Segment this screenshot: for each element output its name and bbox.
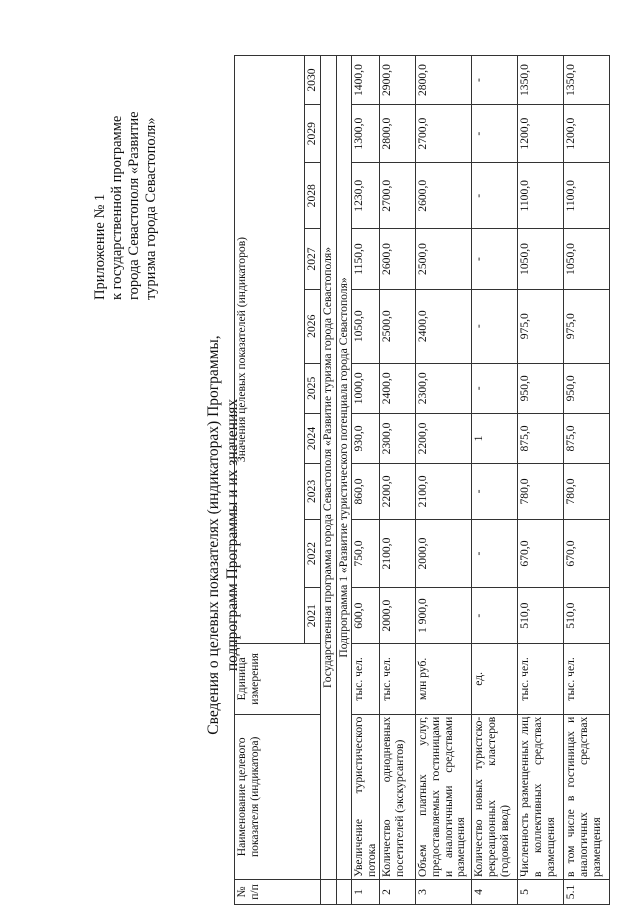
row-value: - — [472, 56, 518, 105]
title-line: Сведения о целевых показателях (индикаторах) Программы, — [205, 335, 222, 735]
row-value: 2100,0 — [380, 519, 416, 587]
appendix-line: города Севастополя «Развитие — [126, 111, 142, 300]
row-name: Увеличение туристического потока — [352, 714, 380, 879]
row-value: 2600,0 — [380, 229, 416, 289]
row-value: 1000,0 — [352, 363, 380, 413]
header-year: 2024 — [305, 413, 321, 463]
row-value: 2200,0 — [416, 413, 472, 463]
row-value: 2700,0 — [416, 105, 472, 163]
row-value: 750,0 — [352, 519, 380, 587]
row-unit: ед. — [472, 644, 518, 715]
row-name: Количество новых туристско-рекреационных кластеров (годовой ввод) — [472, 714, 518, 879]
indicators-table — [234, 55, 610, 905]
row-value: 2500,0 — [380, 289, 416, 363]
row-value: 1050,0 — [518, 229, 564, 289]
row-unit: тыс. чел. — [518, 644, 564, 715]
row-unit: тыс. чел. — [564, 644, 610, 715]
row-value: 975,0 — [518, 289, 564, 363]
header-unit: Единица измерения — [235, 644, 321, 715]
row-name: Численность размещенных лиц в коллективных средствах размещения — [518, 714, 564, 879]
row-value: - — [472, 519, 518, 587]
row-value: - — [472, 229, 518, 289]
header-indicator-name: Наименование целевого показателя (индикатора) — [235, 714, 321, 879]
row-num: 1 — [352, 879, 380, 904]
header-values: Значения целевых показателей (индикаторов) — [235, 56, 305, 644]
row-value: 670,0 — [564, 519, 610, 587]
row-value: 780,0 — [518, 464, 564, 520]
row-name: в том числе в гостиницах и аналогичных средствах размещения — [564, 714, 610, 879]
row-value: 1300,0 — [352, 105, 380, 163]
row-value: 2000,0 — [380, 588, 416, 644]
row-value: 1200,0 — [564, 105, 610, 163]
row-value: - — [472, 163, 518, 229]
row-value: 950,0 — [564, 363, 610, 413]
header-year: 2021 — [305, 588, 321, 644]
table-row — [380, 56, 416, 905]
title-line: подпрограмм Программы и их значениях — [224, 398, 241, 672]
row-name: Количество однодневных посетителей (экскурсантов) — [380, 714, 416, 879]
row-unit: млн руб. — [416, 644, 472, 715]
header-year: 2025 — [305, 363, 321, 413]
row-value: 2700,0 — [380, 163, 416, 229]
table-row — [352, 56, 380, 905]
header-year: 2030 — [305, 56, 321, 105]
table-row — [416, 56, 472, 905]
row-value: 950,0 — [518, 363, 564, 413]
row-value: 510,0 — [564, 588, 610, 644]
row-value: 600,0 — [352, 588, 380, 644]
row-unit: тыс. чел. — [380, 644, 416, 715]
row-value: 1350,0 — [518, 56, 564, 105]
appendix-line: Приложение № 1 — [92, 193, 108, 300]
appendix-heading — [92, 90, 160, 300]
header-year: 2028 — [305, 163, 321, 229]
row-value: 2800,0 — [380, 105, 416, 163]
row-value: 1 — [472, 413, 518, 463]
row-value: 2400,0 — [416, 289, 472, 363]
row-value: - — [472, 464, 518, 520]
row-value: 1200,0 — [518, 105, 564, 163]
header-num: № п/п — [235, 879, 321, 904]
program-row: Государственная программа города Севастополя «Развитие туризма города Севастополя» — [321, 56, 337, 880]
row-num: 2 — [380, 879, 416, 904]
row-value: 875,0 — [564, 413, 610, 463]
row-value: 2500,0 — [416, 229, 472, 289]
row-value: 2900,0 — [380, 56, 416, 105]
table-row — [564, 56, 610, 905]
subprogram-row: Подпрограмма 1 «Развитие туристического потенциала города Севастополя» — [336, 56, 352, 880]
row-unit: тыс. чел. — [352, 644, 380, 715]
row-name: Объем платных услуг, предоставляемых гостиницами и аналогичными средствами размещения — [416, 714, 472, 879]
row-value: 2400,0 — [380, 363, 416, 413]
row-value: 2300,0 — [416, 363, 472, 413]
row-value: - — [472, 105, 518, 163]
header-year: 2023 — [305, 464, 321, 520]
row-value: 1400,0 — [352, 56, 380, 105]
row-value: 930,0 — [352, 413, 380, 463]
row-value: 1350,0 — [564, 56, 610, 105]
row-value: 1 900,0 — [416, 588, 472, 644]
appendix-line: к государственной программе — [109, 115, 125, 300]
row-value: 510,0 — [518, 588, 564, 644]
header-year: 2026 — [305, 289, 321, 363]
row-value: 875,0 — [518, 413, 564, 463]
row-value: - — [472, 363, 518, 413]
header-year: 2027 — [305, 229, 321, 289]
row-value: 975,0 — [564, 289, 610, 363]
row-value: 2600,0 — [416, 163, 472, 229]
row-value: 2100,0 — [416, 464, 472, 520]
appendix-line: туризма города Севастополя» — [143, 117, 159, 300]
row-value: - — [472, 289, 518, 363]
table-row — [472, 56, 518, 905]
row-value: 1050,0 — [564, 229, 610, 289]
row-value: - — [472, 588, 518, 644]
row-num: 5.1 — [564, 879, 610, 904]
row-value: 2300,0 — [380, 413, 416, 463]
row-value: 1050,0 — [352, 289, 380, 363]
row-value: 2000,0 — [416, 519, 472, 587]
row-value: 780,0 — [564, 464, 610, 520]
row-value: 860,0 — [352, 464, 380, 520]
row-num: 4 — [472, 879, 518, 904]
header-year: 2022 — [305, 519, 321, 587]
row-value: 2200,0 — [380, 464, 416, 520]
table-row — [518, 56, 564, 905]
header-year: 2029 — [305, 105, 321, 163]
row-num: 5 — [518, 879, 564, 904]
row-value: 1150,0 — [352, 229, 380, 289]
row-value: 1100,0 — [518, 163, 564, 229]
row-value: 2800,0 — [416, 56, 472, 105]
row-value: 1230,0 — [352, 163, 380, 229]
row-value: 1100,0 — [564, 163, 610, 229]
row-num: 3 — [416, 879, 472, 904]
row-value: 670,0 — [518, 519, 564, 587]
